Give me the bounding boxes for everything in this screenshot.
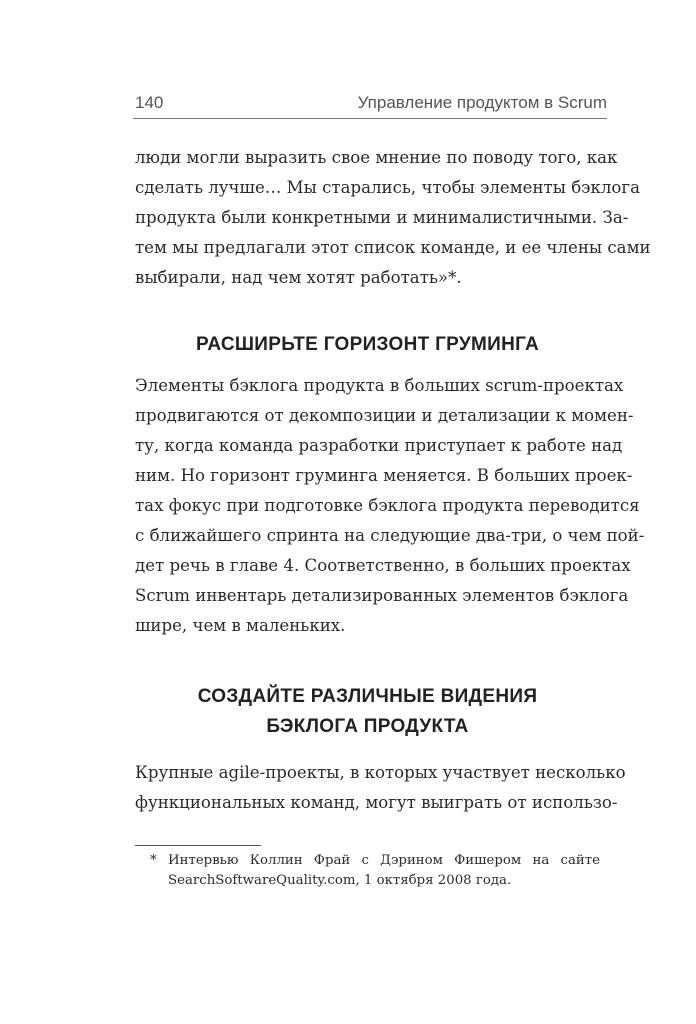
footnote-line: Интервью Коллин Фрай с Дэрином Фишером на сайте (168, 853, 600, 868)
text-line: ним. Но горизонт груминга меняется. В больших проек- (135, 466, 633, 485)
heading-line: БЭКЛОГА ПРОДУКТА (266, 716, 469, 737)
text-line: функциональных команд, могут выиграть от использо- (135, 793, 618, 812)
text-line: тах фокус при подготовке бэклога продукта переводится (135, 496, 640, 515)
text-line: Элементы бэклога продукта в больших scrum-проектах (135, 376, 624, 395)
paragraph-1 (135, 143, 651, 293)
text-line: выбирали, над чем хотят работать»*. (135, 268, 462, 287)
running-title: Управление продуктом в Scrum (357, 93, 607, 112)
text-line: дет речь в главе 4. Соответственно, в больших проектах (135, 556, 631, 575)
text-line: тем мы предлагали этот список команде, и ее члены сами (135, 238, 651, 257)
text-line: ту, когда команда разработки приступает к работе над (135, 436, 623, 455)
text-line: продукта были конкретными и минималистичными. За- (135, 208, 629, 227)
paragraph-3 (135, 758, 626, 818)
header-rule (133, 118, 607, 119)
page-number: 140 (135, 93, 164, 112)
text-line: Scrum инвентарь детализированных элементов бэклога (135, 586, 629, 605)
text-line: сделать лучше… Мы старались, чтобы элементы бэклога (135, 178, 640, 197)
footnote (150, 851, 600, 891)
heading-line: СОЗДАЙТЕ РАЗЛИЧНЫЕ ВИДЕНИЯ (197, 686, 538, 707)
text-line: с ближайшего спринта на следующие два-три, о чем пой- (135, 526, 645, 545)
section-heading: РАСШИРЬТЕ ГОРИЗОНТ ГРУМИНГА (196, 334, 539, 355)
text-line: продвигаются от декомпозиции и детализации к момен- (135, 406, 634, 425)
text-line: люди могли выразить свое мнение по поводу того, как (135, 148, 618, 167)
section-heading-2 (135, 682, 600, 742)
footnote-marker: * (150, 853, 157, 868)
paragraph-2 (135, 371, 645, 641)
text-line: шире, чем в маленьких. (135, 616, 346, 635)
footnote-line: SearchSoftwareQuality.com, 1 октября 2008 года. (168, 873, 512, 888)
text-line: Крупные agile-проекты, в которых участвует несколько (135, 763, 626, 782)
running-header (135, 93, 607, 115)
footnote-rule (135, 845, 261, 846)
